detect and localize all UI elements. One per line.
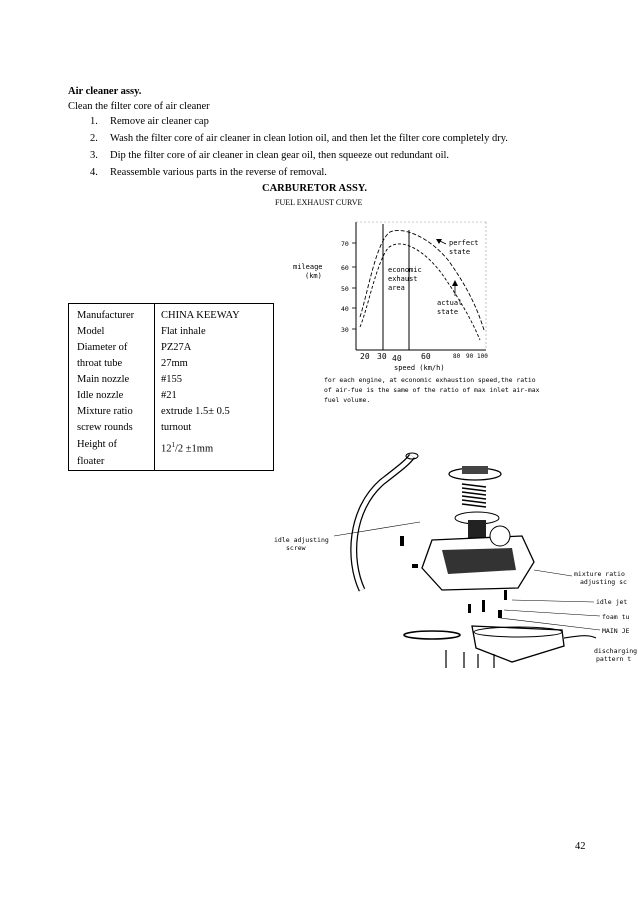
actual-label: state [437,308,459,316]
idle-screw-label: screw [286,544,306,552]
hose-inner [354,456,412,590]
curve-caption: for each engine, at economic exhaustion speed,the ratio [324,376,536,384]
x-tick-label: 30 [377,352,387,361]
carburetor-title: CARBURETOR ASSY. [262,183,368,194]
spec-label: Diameter of [77,342,128,353]
y-tick-label: 40 [341,305,349,313]
floater-sup: 1 [171,441,175,449]
econ-label: area [388,284,405,292]
spring-icon [462,484,486,507]
y-ticks [352,243,356,329]
spec-label: Manufacturer [77,310,135,321]
spec-label: Model [77,326,105,337]
step-number: 3. [90,150,98,161]
floater-frac: /2 ±1mm [175,443,214,455]
step-item [90,149,449,162]
curve-caption: of air-fue is the same of the ratio of max inlet air-max [324,386,540,394]
spec-label: Mixture ratio [77,406,133,417]
spec-value: 27mm [161,358,188,369]
spec-value-floater [161,438,213,457]
spec-value: extrude 1.5± 0.5 [161,406,230,417]
section-heading: Air cleaner assy. [68,86,142,97]
econ-label: economic [388,266,422,274]
main-jet-label: MAIN JE [602,627,630,635]
table-divider [154,304,155,470]
spec-table [68,303,274,471]
mixture-label: adjusting sc [580,578,627,586]
step-text: Wash the filter core of air cleaner in clean lotion oil, and then let the filter core completely dry. [110,133,508,144]
spec-value: Flat inhale [161,326,206,337]
y-axis-unit: (km) [305,272,322,280]
actual-label: actual [437,299,463,307]
actual-state-curve [360,244,480,340]
y-tick-label: 50 [341,285,349,293]
curve-title: FUEL EXHAUST CURVE [275,198,363,207]
drain-tube [564,636,596,638]
y-tick-label: 60 [341,264,349,272]
page-number: 42 [575,841,586,852]
x-tick-label: 100 [477,353,488,360]
spec-label: Height of [77,439,117,450]
step-text: Remove air cleaner cap [110,116,209,127]
step-number: 2. [90,133,98,144]
spec-label: Main nozzle [77,374,130,385]
step-item [90,166,327,179]
spec-value: PZ27A [161,342,192,353]
x-tick-label: 40 [392,354,402,363]
spec-label: floater [77,456,105,467]
cap-knob [462,466,488,474]
spec-value: CHINA KEEWAY [161,310,240,321]
step-text: Reassemble various parts in the reverse of removal. [110,167,327,178]
x-tick-label: 80 [453,353,461,360]
econ-label: exhaust [388,275,418,283]
y-tick-label: 30 [341,326,349,334]
curve-caption: fuel volume. [324,396,371,404]
x-axis-label: speed (km/h) [394,364,445,372]
step-number: 1. [90,116,98,127]
discharge-label: pattern t [596,655,632,663]
section-intro: Clean the filter core of air cleaner [68,101,210,112]
floater-whole: 12 [161,443,172,455]
fuel-exhaust-curve-figure [280,212,540,412]
idle-screw-label: idle adjusting [274,536,329,544]
body-shading [442,548,516,574]
carburetor-exploded-figure [272,440,638,670]
intake-port [490,526,510,546]
spec-label: Idle nozzle [77,390,124,401]
actual-arrowhead [452,280,458,286]
mixture-label: mixture ratio [574,570,625,578]
step-item [90,132,508,145]
spec-label: throat tube [77,358,123,369]
discharge-label: discharging [594,647,638,655]
step-text: Dip the filter core of air cleaner in clean gear oil, then squeeze out redundant oil. [110,150,450,161]
hose-outline [354,456,412,590]
x-tick-label: 60 [421,352,431,361]
step-number: 4. [90,167,98,178]
step-item [90,115,209,128]
foam-tube-label: foam tu [602,613,630,621]
perfect-label: perfect [449,239,479,247]
spec-value: turnout [161,422,192,433]
x-tick-label: 90 [466,353,474,360]
float-bowl [472,626,564,662]
idle-jet-label: idle jet [596,598,628,606]
gasket [404,631,460,639]
x-tick-label: 20 [360,352,370,361]
spec-label: screw rounds [77,422,133,433]
spec-value: #21 [161,390,177,401]
perfect-label: state [449,248,471,256]
spec-value: #155 [161,374,182,385]
y-axis-label: mileage [293,263,323,271]
y-tick-label: 70 [341,240,349,248]
